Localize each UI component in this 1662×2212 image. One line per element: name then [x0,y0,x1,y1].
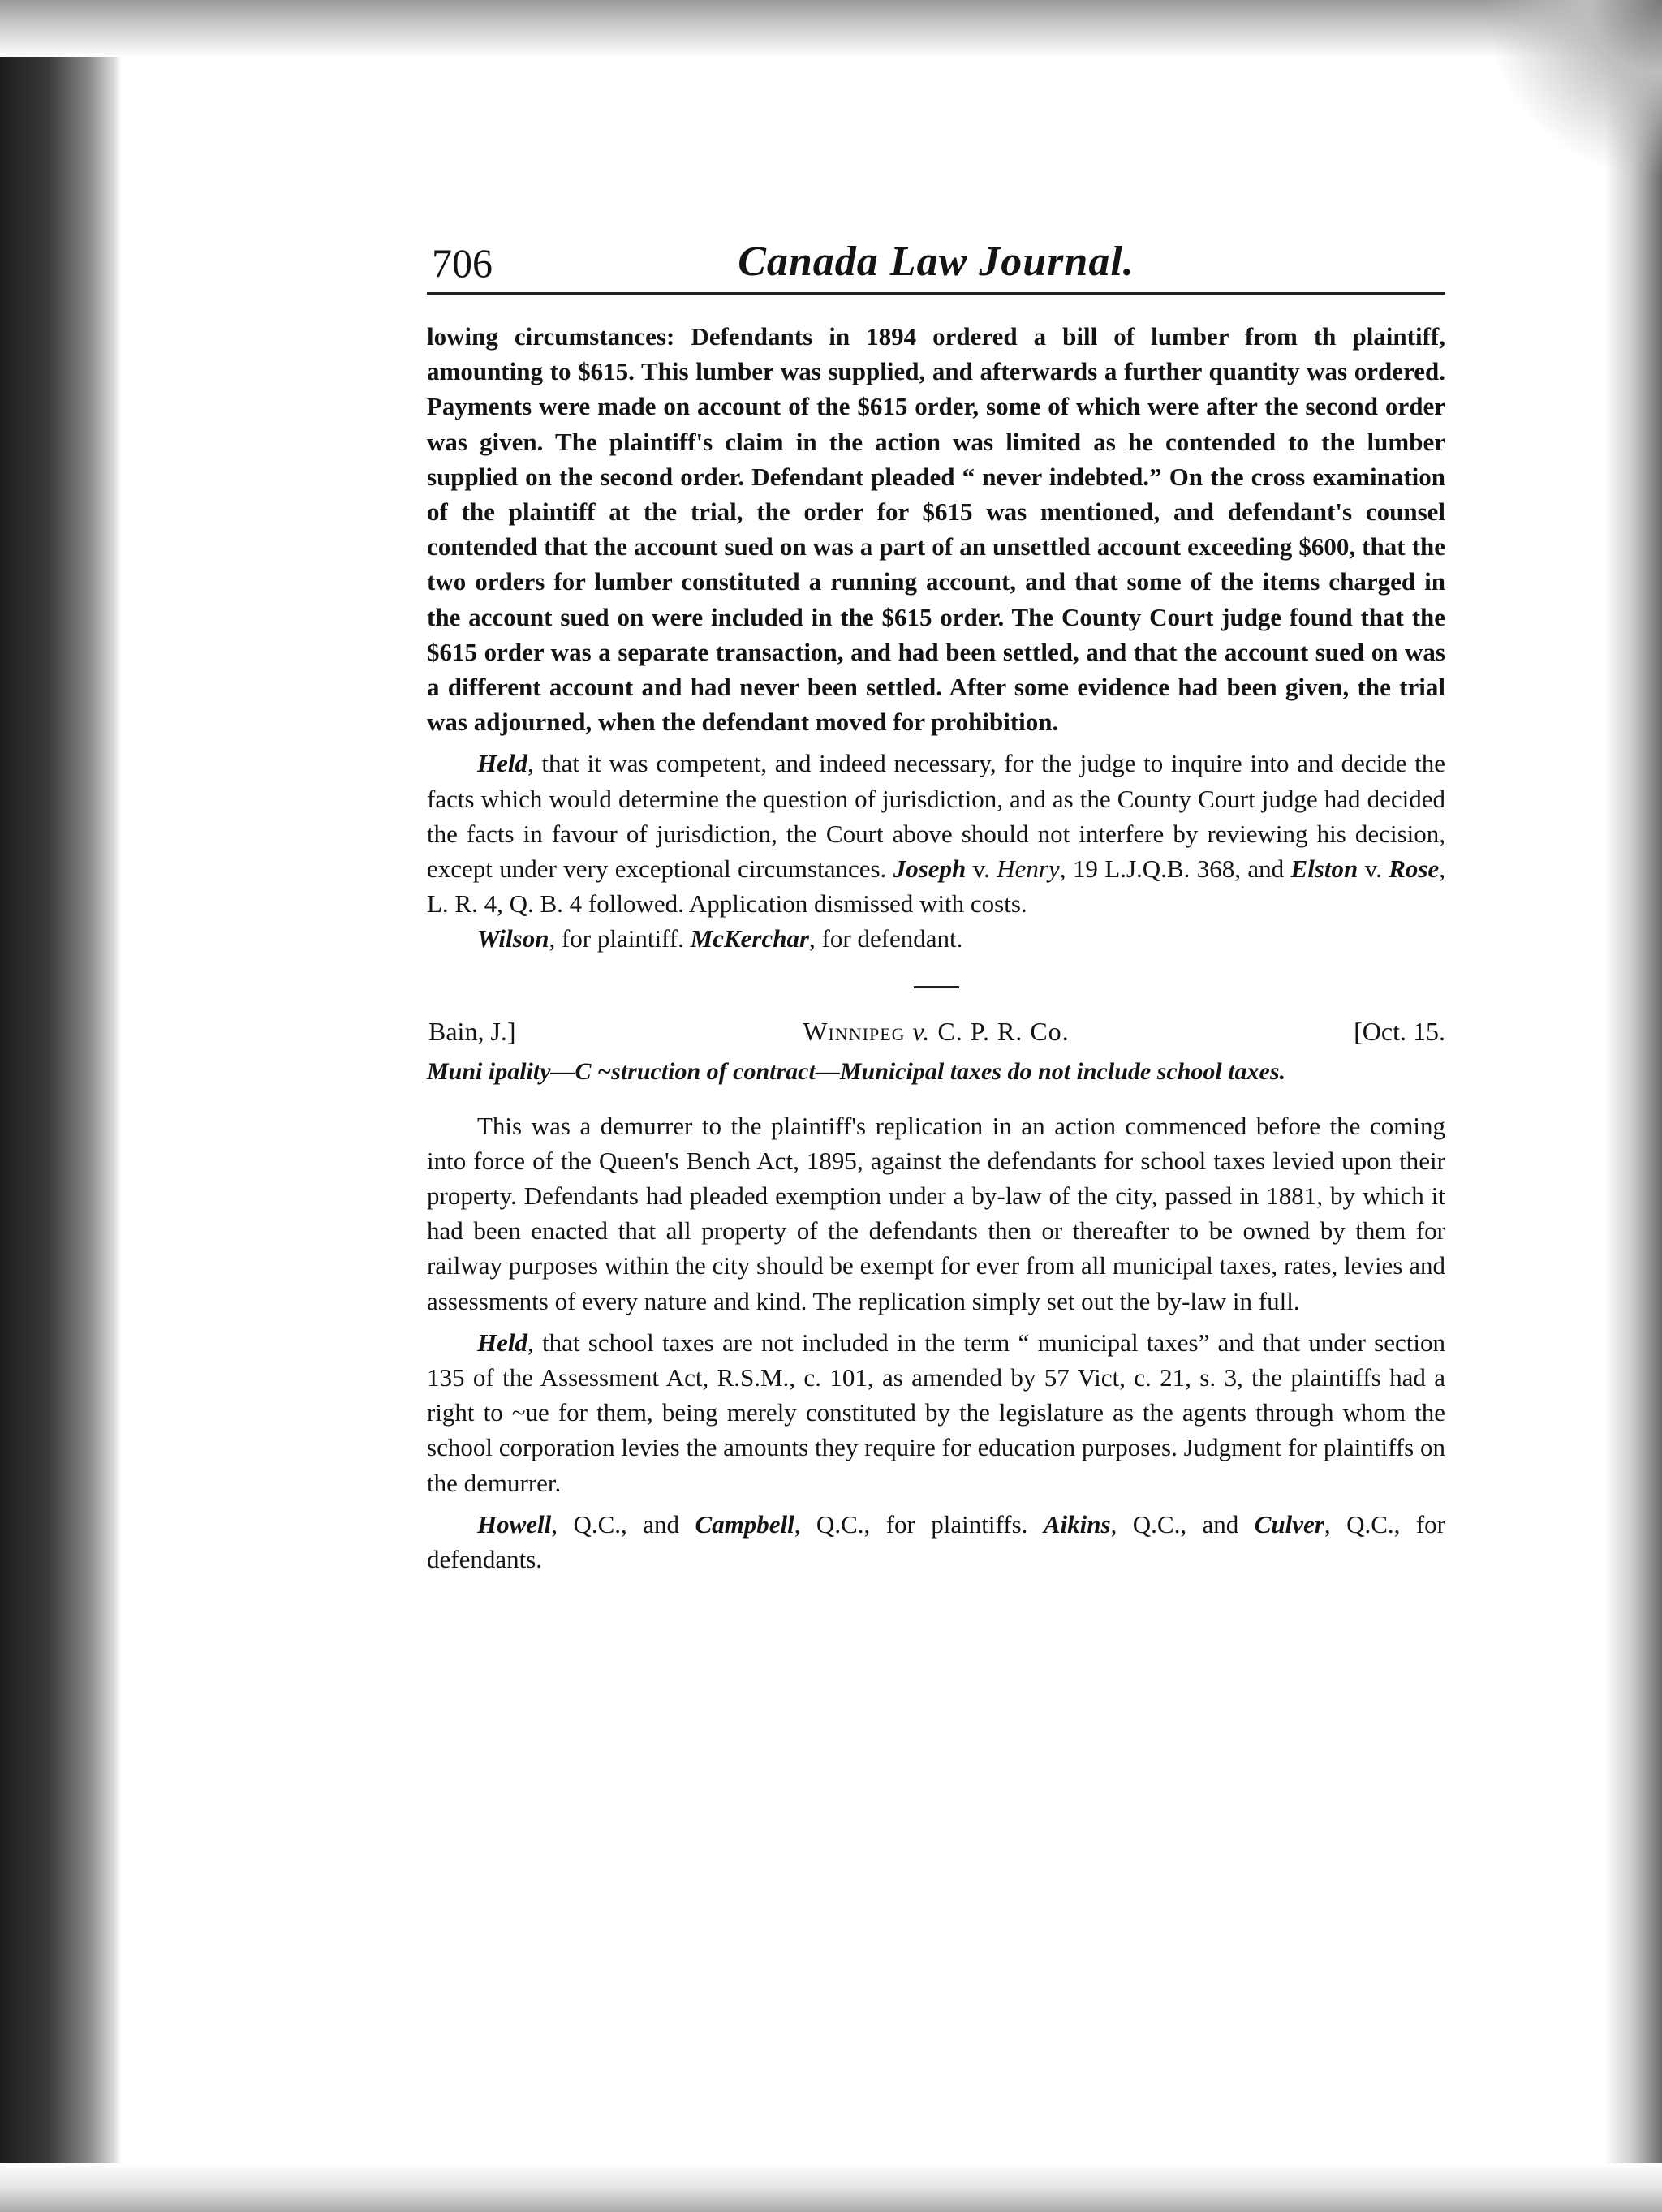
counsel-role: , Q.C., and [1110,1509,1255,1539]
paragraph: lowing circumstances: Defendants in 1894 ordered a bill of lumber from th plaintiff, amounting to $615. This lumber was supplied, and afterwards a further quantity was ordered. Payments were made on account of the $615 order, some of which were after the second order was given. The plaintiff's claim in the action was limited as he contended to the lumber supplied on the second order. Defendant pleaded “ never indebted.” On the cross examination of the plaintiff at the trial, the order for $615 was mentioned, and defendant's counsel contended that the account sued on was a part of an unsettled account exceeding $600, that the two orders for lumber constituted a running account, and that some of the items charged in the account sued on were included in the $615 order. The County Court judge found that the $615 order was a separate transaction, and had been settled, and that the account sued on was a different account and had never been settled. After some evidence had been given, the trial was adjourned, when the defendant moved for prohibition. [427,322,1445,737]
case-versus: v. [1358,854,1389,884]
counsel-role: , Q.C., for plaintiffs. [794,1509,1044,1539]
scan-shadow-top [0,0,1662,57]
page-header [427,235,1445,295]
case-party: C. P. R. Co. [937,1016,1070,1046]
paragraph: This was a demurrer to the plaintiff's replication in an action commenced before the coming into force of the Queen's Bench Act, 1895, against the defendants for school taxes levied upon their property. Defendants had pleaded exemption under a by-law of the city, passed in 1881, by which it had been enacted that all property of the defendants then or thereafter to be owned by them for railway purposes within the city should be exempt for ever from all municipal taxes, rates, levies and assessments of every nature and kind. The replication simply set out the by-law in full. [427,1111,1445,1315]
case-citation: , 19 L.J.Q.B. 368, and [1059,854,1291,884]
second-case-body [427,1108,1445,1577]
scan-shadow-left [0,0,122,2212]
running-title: Canada Law Journal. [738,239,1135,285]
page-number: 706 [432,240,493,286]
counsel-name: Howell [477,1509,552,1539]
case-date: [Oct. 15. [1354,1016,1445,1046]
case-judge: Bain, J.] [428,1016,516,1046]
case-heading [427,1013,1445,1052]
counsel-role: , Q.C., for defendants. [427,1509,1445,1574]
counsel-role: , Q.C., and [551,1509,695,1539]
case-versus: v. [912,1016,931,1046]
counsel-name: Wilson [477,924,549,953]
held-paragraph [427,746,1445,921]
counsel-line [427,1507,1445,1577]
held-text: , that school taxes are not included in the term “ municipal taxes” and that under section 135 of the Assessment Act, R.S.M., c. 101, as amended by 57 Vict, c. 21, s. 3, the plaintiffs had a right to ~ue for them, being merely constituted by the legislature as the agents through whom the school corporation levies the amounts they require for education purposes. Judgment for plaintiffs on the demurrer. [427,1328,1445,1497]
case-citation: , L. R. 4, Q. B. 4 followed. Application dismissed with costs. [427,854,1445,919]
held-word: Held [477,1328,527,1357]
counsel-name: McKerchar [690,924,810,953]
counsel-name: Aikins [1043,1509,1111,1539]
counsel-name: Culver [1254,1509,1324,1539]
held-text: , that it was competent, and indeed necessary, for the judge to inquire into and decide the facts which would determine the question of jurisdiction, and as the County Court judge had decided the facts in favour of jurisdiction, the Court above should not interfere by reviewing his decision, except under very exceptional circumstances. [427,749,1445,884]
case-headnote: Muni ipality—C ~struction of contract—Municipal taxes do not include school taxes. [427,1057,1286,1085]
case-separator [914,986,959,988]
counsel-line [427,921,1445,956]
case-party: Henry [997,854,1060,884]
case-party: Rose [1389,854,1440,884]
case-party: Winnipeg [803,1016,906,1046]
case-versus: v. [966,854,997,884]
case-party: Joseph [893,854,967,884]
case-title [427,1013,1445,1050]
counsel-role: , for defendant. [809,924,963,953]
held-paragraph [427,1325,1445,1500]
held-word: Held [477,749,527,778]
counsel-role: , for plaintiff. [549,924,691,953]
journal-page [427,235,1445,1577]
scan-corner-shadow [1483,0,1662,211]
case-party: Elston [1290,854,1358,884]
scan-shadow-bottom [0,2163,1662,2212]
counsel-name: Campbell [695,1509,794,1539]
scan-shadow-right [1605,0,1662,2212]
first-case-body [427,319,1445,957]
